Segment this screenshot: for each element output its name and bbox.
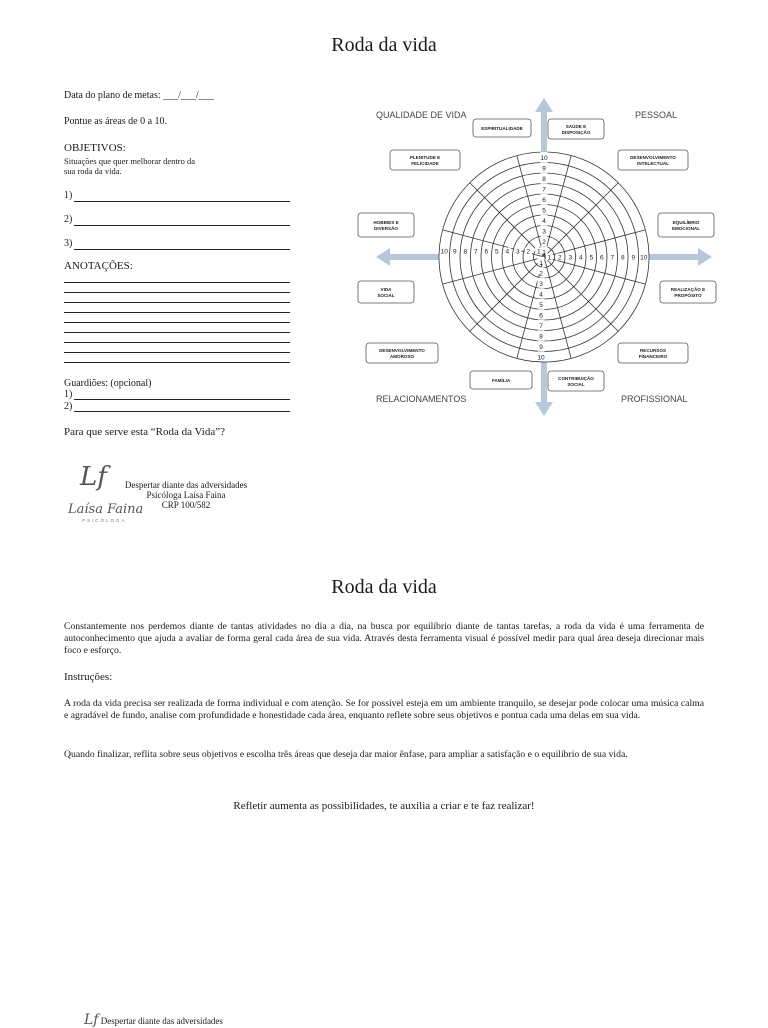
- area-box-label: PROPÓSITO: [674, 293, 702, 298]
- scale-number: 5: [494, 248, 499, 256]
- area-box-9: [366, 343, 438, 363]
- corner-label-professional: PROFISSIONAL: [621, 394, 688, 404]
- area-box-label: SOCIAL: [377, 293, 395, 298]
- scale-number: 3: [515, 248, 520, 256]
- scale-number: 6: [539, 312, 543, 320]
- scale-number: 10: [440, 248, 448, 256]
- closing-sentence: Refletir aumenta as possibilidades, te auxilia a criar e te faz realizar!: [233, 800, 535, 812]
- area-box-frame: [658, 213, 714, 237]
- area-box-frame: [660, 281, 716, 303]
- signature-line2: Psicóloga Laísa Faina: [146, 490, 226, 500]
- scale-number: 10: [640, 254, 648, 262]
- area-box-frame: [358, 213, 414, 237]
- objective-2-label: 2): [64, 214, 73, 225]
- annotation-line[interactable]: [64, 282, 290, 283]
- annotation-line[interactable]: [64, 312, 290, 313]
- footer-fragment: [84, 1012, 223, 1028]
- annotation-line[interactable]: [64, 332, 290, 333]
- scale-number: 10: [540, 154, 548, 162]
- objective-1-line[interactable]: [74, 201, 290, 202]
- question-text: Para que serve esta “Roda da Vida”?: [64, 426, 226, 438]
- signature-subtitle: PSICÓLOGA: [82, 518, 127, 523]
- area-box-label: SAÚDE E: [565, 124, 587, 129]
- area-box-label: VIDA: [380, 287, 392, 292]
- instructions-heading: Instruções:: [64, 671, 113, 683]
- scale-number: 5: [539, 301, 543, 309]
- scale-number: 3: [539, 280, 543, 288]
- annotation-line[interactable]: [64, 352, 290, 353]
- scale-number: 3: [568, 254, 573, 262]
- area-box-label: FAMÍLIA: [491, 378, 511, 383]
- area-box-frame: [358, 281, 414, 303]
- objective-3-line[interactable]: [74, 249, 290, 250]
- scale-number: 6: [484, 248, 489, 256]
- area-box-label: INTELECTUAL: [637, 161, 669, 166]
- scale-number: 7: [539, 322, 543, 330]
- guardian-1-label: 1): [64, 389, 73, 400]
- instructions-paragraph-1: A roda da vida precisa ser realizada de forma individual e com atenção. Se for possível esteja em um ambiente tranquilo, se desejar pode colocar uma música calma e agradável de fundo, analise com profundidade e honestidade cada área, enquanto reflete sobre seus objetivos e pontua cada uma delas em sua vida.: [64, 698, 704, 722]
- guardian-1-line[interactable]: [74, 399, 290, 400]
- area-box-frame: [366, 343, 438, 363]
- area-box-label: REALIZAÇÃO E: [670, 287, 706, 292]
- area-box-label: HOBBIES E: [373, 220, 399, 225]
- area-box-label: DIVERSÃO: [374, 226, 398, 231]
- area-box-frame: [548, 371, 604, 391]
- area-box-frame: [618, 343, 688, 363]
- area-box-3: [618, 150, 688, 170]
- area-box-label: EMOCIONAL: [671, 226, 701, 231]
- scale-number: 6: [542, 196, 546, 204]
- area-box-label: DISPOSIÇÃO: [561, 130, 591, 135]
- area-box-label: ESPIRITUALIDADE: [481, 126, 523, 131]
- scale-number: 8: [539, 333, 543, 341]
- area-box-label: DESENVOLVIMENTO: [630, 155, 676, 160]
- area-box-12: [390, 150, 460, 170]
- area-box-label: FELICIDADE: [411, 161, 439, 166]
- corner-label-quality-of-life: QUALIDADE DE VIDA: [376, 110, 467, 120]
- annotation-line[interactable]: [64, 292, 290, 293]
- instructions-paragraph-2: Quando finalizar, reflita sobre seus objetivos e escolha três áreas que deseja dar maior ênfase, para ampliar a satisfação e o equilíbrio de sua vida.: [64, 749, 628, 760]
- scale-number: 4: [505, 248, 510, 256]
- scale-number: 9: [631, 254, 636, 262]
- arrow-head-down: [535, 402, 553, 416]
- scale-number: 5: [542, 207, 546, 215]
- page-title: Roda da vida: [331, 34, 437, 56]
- guardian-2-label: 2): [64, 401, 73, 412]
- scale-number: 1: [542, 249, 546, 257]
- annotation-line[interactable]: [64, 322, 290, 323]
- footer-monogram: Lf: [84, 1012, 99, 1028]
- scale-number: 9: [542, 165, 546, 173]
- area-box-11: [358, 213, 414, 237]
- annotation-line[interactable]: [64, 362, 290, 363]
- scale-number: 7: [473, 248, 478, 256]
- annotation-line[interactable]: [64, 302, 290, 303]
- area-box-1: [473, 119, 531, 137]
- scale-number: 2: [539, 270, 543, 278]
- area-box-label: FINANCEIRO: [638, 354, 668, 359]
- area-box-label: SOCIAL: [567, 382, 585, 387]
- scale-number: 1: [536, 248, 541, 256]
- signature-line3: CRP 100/582: [161, 500, 211, 510]
- area-box-label: PLENITUDE E: [409, 155, 441, 160]
- area-box-8: [470, 371, 532, 389]
- scale-number: 2: [542, 238, 546, 246]
- score-instruction: Pontue as áreas de 0 a 10.: [64, 116, 168, 127]
- area-box-4: [658, 213, 714, 237]
- area-box-label: DESENVOLVIMENTO: [379, 348, 425, 353]
- scale-number: 9: [452, 248, 457, 256]
- objectives-description-line1: Situações que quer melhorar dentro da: [64, 156, 195, 166]
- scale-number: 1: [539, 259, 543, 267]
- guardian-2-line[interactable]: [74, 411, 290, 412]
- scale-number: 9: [539, 343, 543, 351]
- footer-signature-text: Despertar diante das adversidades: [100, 1016, 223, 1026]
- corner-label-personal: PESSOAL: [635, 110, 678, 120]
- scale-number: 10: [537, 354, 545, 362]
- signature-line1: Despertar diante das adversidades: [124, 480, 248, 490]
- area-box-label: CONTRIBUIÇÃO: [558, 376, 594, 381]
- life-wheel-diagram: [350, 96, 730, 418]
- area-box-6: [618, 343, 688, 363]
- area-box-2: [548, 119, 604, 139]
- scale-number: 4: [578, 254, 583, 262]
- scale-number: 8: [620, 254, 625, 262]
- scale-number: 5: [589, 254, 594, 262]
- area-box-label: AMOROSO: [389, 354, 415, 359]
- page2-title: Roda da vida: [331, 576, 437, 598]
- intro-paragraph: Constantemente nos perdemos diante de tantas atividades no dia a dia, na busca por equilíbrio diante de tantas tarefas, a roda da vida é uma ferramenta de autoconhecimento que ajuda a avaliar de forma geral cada área de sua vida. Através desta ferramenta visual é possível medir para qual área deseja direcionar mais foco e esforço.: [64, 621, 704, 657]
- monogram-logo: Lf: [80, 462, 107, 492]
- scale-number: 2: [557, 254, 562, 262]
- scale-number: 7: [542, 186, 546, 194]
- area-box-frame: [548, 119, 604, 139]
- scale-number: 7: [610, 254, 615, 262]
- scale-number: 3: [542, 228, 546, 236]
- scale-number: 1: [547, 254, 552, 262]
- scale-number: 8: [542, 175, 546, 183]
- area-box-10: [358, 281, 414, 303]
- scale-number: 6: [599, 254, 604, 262]
- area-box-frame: [390, 150, 460, 170]
- annotation-line[interactable]: [64, 342, 290, 343]
- objectives-heading: OBJETIVOS:: [64, 142, 126, 154]
- area-box-7: [548, 371, 604, 391]
- scale-number: 2: [526, 248, 531, 256]
- scale-number: 8: [463, 248, 468, 256]
- objective-1-label: 1): [64, 190, 73, 201]
- scale-number: 4: [542, 217, 546, 225]
- corner-label-relationships: RELACIONAMENTOS: [376, 394, 467, 404]
- arrow-head-right: [698, 248, 712, 266]
- arrow-head-left: [376, 248, 390, 266]
- date-field-label: Data do plano de metas: ___/___/___: [64, 90, 214, 101]
- area-box-frame: [618, 150, 688, 170]
- scale-number: 4: [539, 291, 543, 299]
- annotations-heading: ANOTAÇÕES:: [64, 260, 133, 272]
- area-box-label: EQUILÍBRIO: [672, 220, 700, 225]
- objectives-description-line2: sua roda da vida.: [64, 166, 122, 176]
- area-box-5: [660, 281, 716, 303]
- area-box-label: RECURSOS: [639, 348, 667, 353]
- arrow-head-up: [535, 98, 553, 112]
- objective-2-line[interactable]: [74, 225, 290, 226]
- guardians-label: Guardiões: (opcional): [64, 378, 152, 389]
- signature-script-name: Laísa Faina: [68, 502, 144, 517]
- objective-3-label: 3): [64, 238, 73, 249]
